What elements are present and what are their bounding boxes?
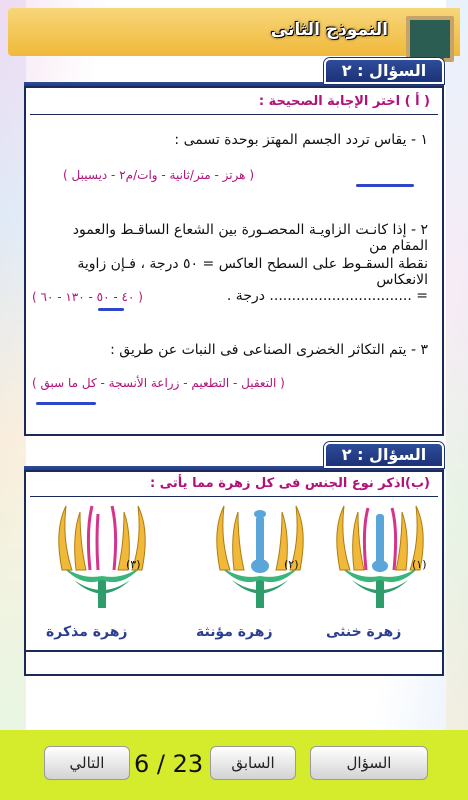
question2-instruction: (ب)اذكر نوع الجنس فى كل زهرة مما يأتى : <box>150 476 430 491</box>
decor-stripe-right <box>446 0 468 730</box>
answer-blank: = ................................ درجة . <box>226 288 428 304</box>
flower-3-caption: زهرة مذكرة <box>46 624 128 640</box>
decor-stripe-left <box>0 0 26 730</box>
answer-mark-2 <box>98 308 124 311</box>
question2-panel <box>24 470 444 652</box>
question-item-3: ٣ - يتم التكاثر الخضرى الصناعى فى النبات عن طريق : <box>110 342 428 358</box>
flower-3-drawing <box>59 506 145 608</box>
flower-2-drawing <box>217 506 303 608</box>
page-counter: 6 / 23 <box>134 750 204 778</box>
choices-item-2: ( ٤٠ - ٥٠ - ١٣٠ - ٦٠ ) <box>32 290 143 304</box>
question1-tab: السؤال : ٢ <box>324 58 444 84</box>
flower-1-drawing <box>337 506 423 608</box>
question-item-1: ١ - يقاس تردد الجسم المهتز بوحدة تسمى : <box>174 132 428 148</box>
choices-item-3: ( التعقيل - التطعيم - زراعة الأنسجة - كل ما سبق ) <box>32 376 285 390</box>
flower-1-caption: زهرة خنثى <box>326 624 402 640</box>
page-title: النموذج الثانى <box>270 20 388 40</box>
flower-2-caption: زهرة مؤنثة <box>196 624 273 640</box>
flower-1-number: (١) <box>412 558 427 571</box>
flowers-illustration <box>26 500 442 626</box>
choices-item-1: ( هرتز - متر/ثانية - وات/م٢ - ديسيبل ) <box>63 168 254 182</box>
answer-area <box>24 652 444 676</box>
divider <box>30 496 438 497</box>
question-button[interactable]: السؤال <box>310 746 428 780</box>
next-button[interactable]: التالي <box>44 746 130 780</box>
chalkboard-icon <box>406 16 454 62</box>
question2-tab: السؤال : ٢ <box>324 442 444 468</box>
answer-mark-3 <box>36 402 96 405</box>
flower-3-number: (٣) <box>126 558 141 571</box>
header-bar <box>8 8 460 56</box>
question-item-2-line1: ٢ - إذا كانـت الزاويـة المحصـورة بين الشعاع الساقـط والعمود المقام من <box>72 222 428 254</box>
question1-panel <box>24 86 444 436</box>
previous-button[interactable]: السابق <box>210 746 296 780</box>
question1-instruction: ( أ ) اختر الإجابة الصحيحة : <box>258 94 430 109</box>
divider <box>30 114 438 115</box>
flower-2-number: (٢) <box>284 558 299 571</box>
answer-mark-1 <box>356 184 414 187</box>
question-item-2-line2: نقطة السقـوط على السطح العاكس = ٥٠ درجة ، فـإن زاوية الانعكاس <box>77 256 428 288</box>
